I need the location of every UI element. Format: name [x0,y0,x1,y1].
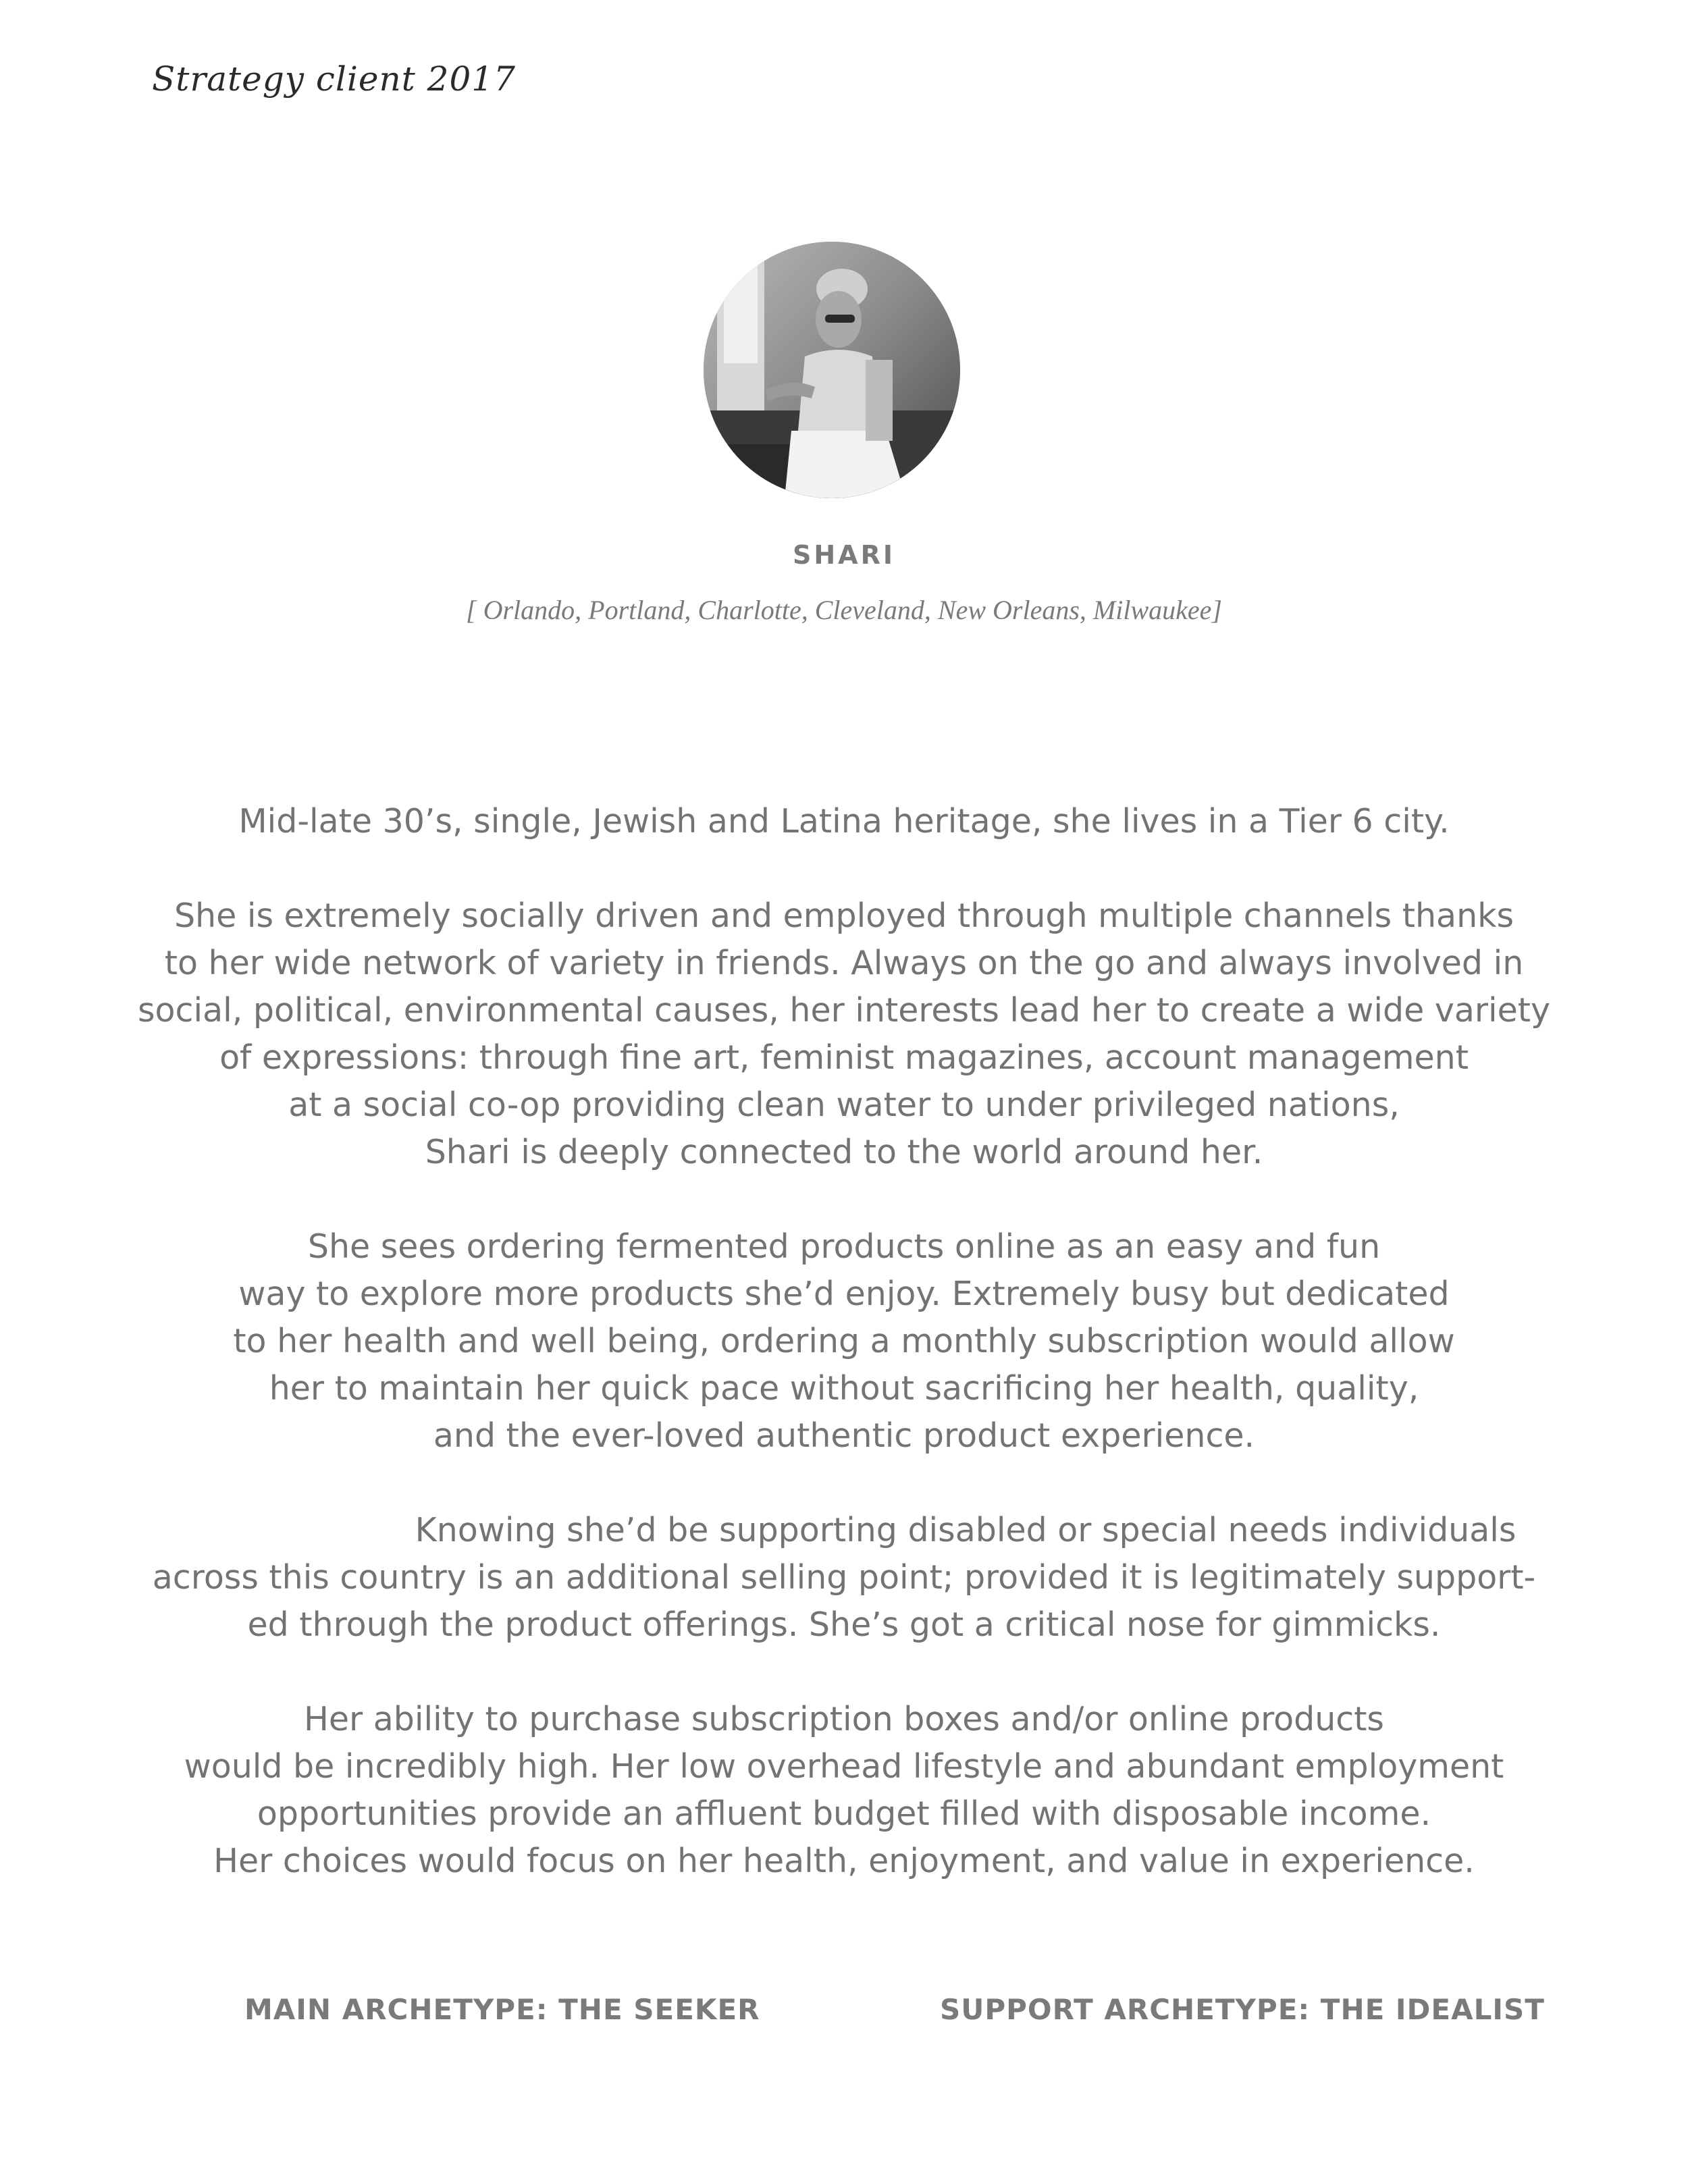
text-line: would be incredibly high. Her low overhead lifestyle and abundant employment [184,1747,1504,1786]
text-line: way to explore more products she’d enjoy. Extremely busy but dedicated [238,1275,1450,1313]
text-line: Knowing she’d be supporting disabled or special needs individuals [415,1511,1516,1549]
text-line: She is extremely socially driven and employed through multiple channels thanks [174,897,1514,935]
text-line: at a social co-op providing clean water to under privileged nations, [288,1086,1400,1124]
portrait-photo-icon [704,242,960,498]
paragraph-purchasing-motivation [101,1223,1587,1460]
text-line: across this country is an additional selling point; provided it is legitimately support- [152,1558,1536,1597]
text-line: Her ability to purchase subscription boxes and/or online products [304,1700,1384,1738]
text-line: Shari is deeply connected to the world around her. [425,1133,1263,1171]
support-archetype-label: SUPPORT ARCHETYPE: THE IDEALIST [940,1993,1545,2026]
text-line: ed through the product offerings. She’s got a critical nose for gimmicks. [247,1605,1441,1644]
paragraph-purchasing-ability [101,1696,1587,1885]
text-line: social, political, environmental causes, her interests lead her to create a wide variety [138,991,1550,1030]
text-line: Mid-late 30’s, single, Jewish and Latina heritage, she lives in a Tier 6 city. [238,802,1450,841]
text-line: her to maintain her quick pace without sacrificing her health, quality, [269,1369,1419,1408]
paragraph-social-profile [101,893,1587,1176]
text-line: of expressions: through fine art, feminist magazines, account management [219,1038,1469,1077]
paragraph-demographics [101,798,1587,845]
text-line: opportunities provide an affluent budget filled with disposable income. [257,1794,1431,1833]
persona-description [101,798,1587,1932]
persona-name: SHARI [793,540,895,570]
text-line: She sees ordering fermented products online as an easy and fun [307,1227,1381,1266]
document-header-label: Strategy client 2017 [152,59,516,99]
text-line: and the ever-loved authentic product experience. [433,1416,1255,1455]
portrait-photo [704,242,960,498]
paragraph-selling-point [101,1507,1587,1649]
text-line: Her choices would focus on her health, enjoyment, and value in experience. [213,1842,1475,1880]
main-archetype-label: MAIN ARCHETYPE: THE SEEKER [244,1993,760,2026]
text-line: to her wide network of variety in friends. Always on the go and always involved in [164,944,1524,982]
persona-cities: [ Orlando, Portland, Charlotte, Cleveland, New Orleans, Milwaukee] [466,595,1222,625]
text-line: to her health and well being, ordering a monthly subscription would allow [233,1322,1455,1360]
